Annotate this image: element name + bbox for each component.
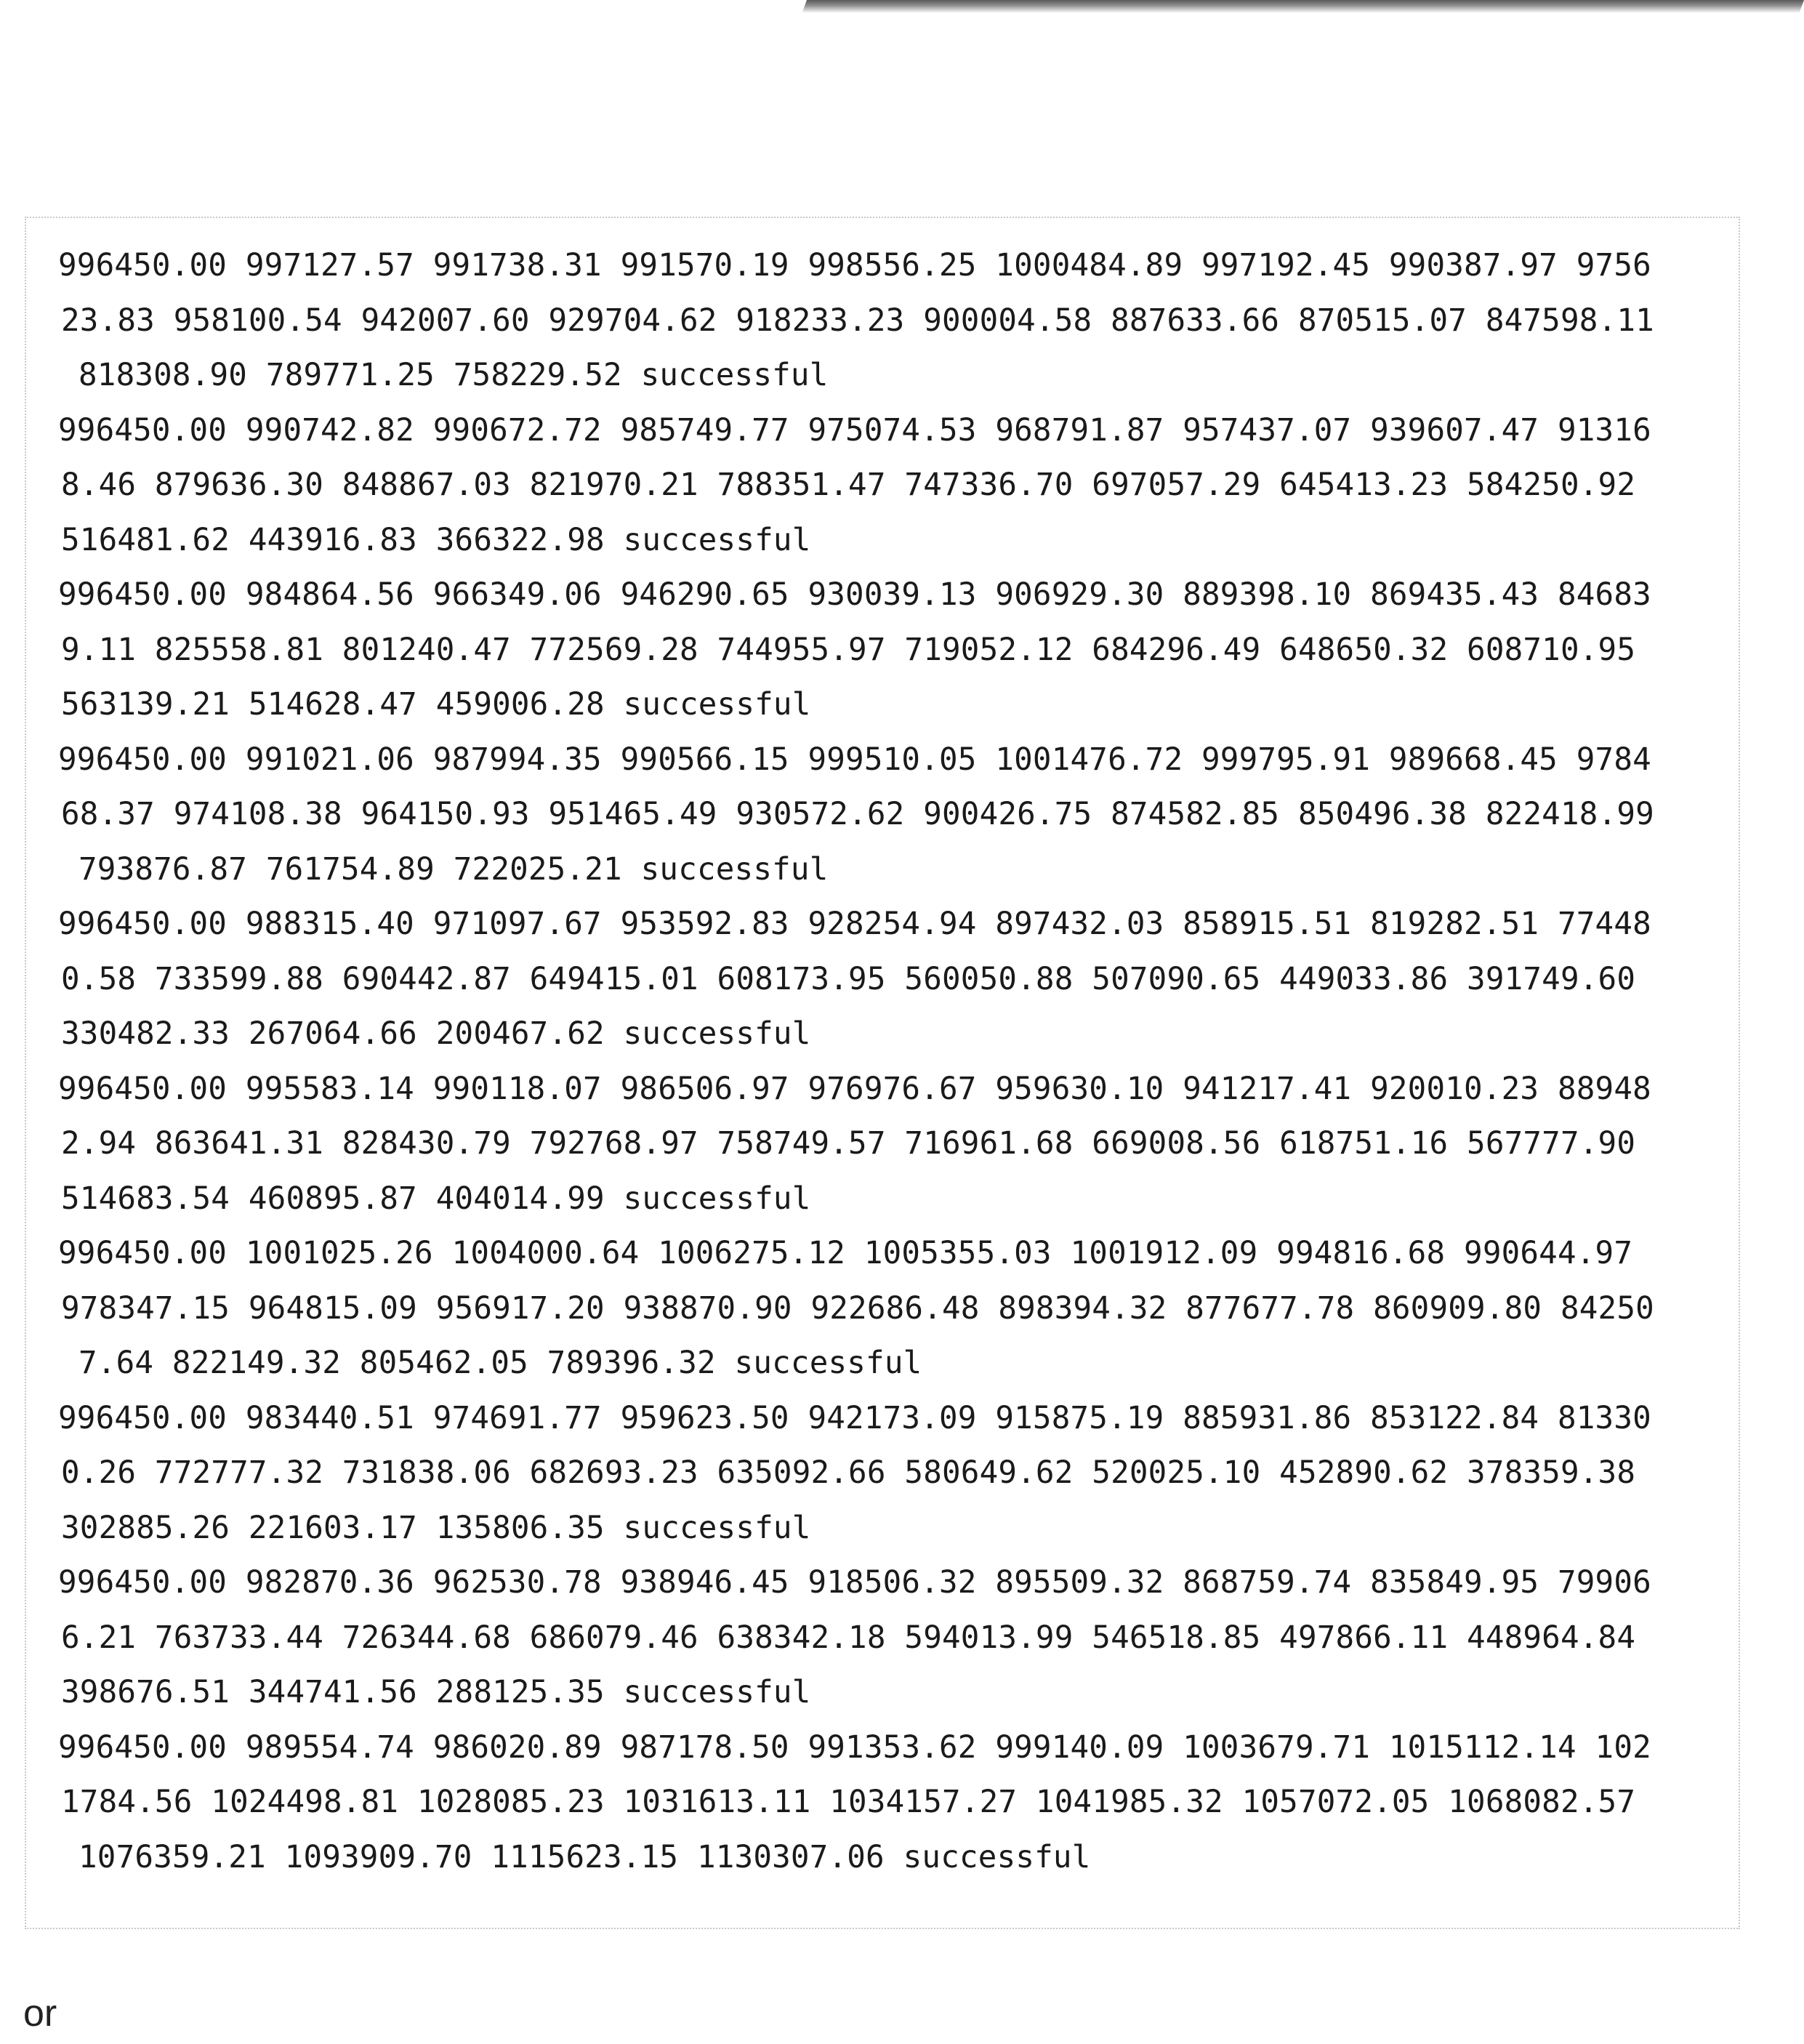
record-line: 996450.00 983440.51 974691.77 959623.50 942173.09 915875.19 885931.86 853122.84 81330	[58, 1400, 1651, 1436]
record-line: 818308.90 789771.25 758229.52 successful	[78, 358, 829, 393]
record-line: 0.58 733599.88 690442.87 649415.01 608173.95 560050.88 507090.65 449033.86 391749.60	[61, 961, 1636, 997]
record-line: 996450.00 997127.57 991738.31 991570.19 998556.25 1000484.89 997192.45 990387.97 9756	[58, 248, 1651, 283]
record-line: 6.21 763733.44 726344.68 686079.46 638342.18 594013.99 546518.85 497866.11 448964.84	[61, 1619, 1636, 1656]
record-1	[58, 238, 1730, 403]
record-4	[58, 733, 1730, 898]
record-6	[58, 1062, 1730, 1227]
record-10	[58, 1721, 1730, 1886]
record-line: 9.11 825558.81 801240.47 772569.28 744955.97 719052.12 684296.49 648650.32 608710.95	[61, 632, 1636, 668]
record-line: 1076359.21 1093909.70 1115623.15 1130307.06 successful	[78, 1839, 1091, 1875]
record-line: 330482.33 267064.66 200467.62 successful	[61, 1016, 811, 1052]
output-lines	[58, 238, 1730, 1885]
record-line: 68.37 974108.38 964150.93 951465.49 930572.62 900426.75 874582.85 850496.38 822418.99	[61, 797, 1654, 832]
record-line: 978347.15 964815.09 956917.20 938870.90 922686.48 898394.32 877677.78 860909.80 84250	[61, 1290, 1654, 1327]
record-line: 23.83 958100.54 942007.60 929704.62 918233.23 900004.58 887633.66 870515.07 847598.11	[61, 302, 1654, 339]
page-edge-shadow	[802, 0, 1804, 13]
record-9	[58, 1556, 1730, 1721]
record-line: 0.26 772777.32 731838.06 682693.23 635092.66 580649.62 520025.10 452890.62 378359.38	[61, 1455, 1636, 1491]
record-line: 302885.26 221603.17 135806.35 successful	[61, 1510, 811, 1546]
record-2	[58, 403, 1730, 568]
record-line: 996450.00 984864.56 966349.06 946290.65 930039.13 906929.30 889398.10 869435.43 84683	[58, 577, 1651, 613]
record-line: 1784.56 1024498.81 1028085.23 1031613.11 1034157.27 1041985.32 1057072.05 1068082.57	[61, 1785, 1636, 1820]
record-line: 398676.51 344741.56 288125.35 successful	[61, 1675, 811, 1710]
record-line: 7.64 822149.32 805462.05 789396.32 successful	[78, 1345, 922, 1381]
record-8	[58, 1391, 1730, 1556]
record-line: 2.94 863641.31 828430.79 792768.97 758749.57 716961.68 669008.56 618751.16 567777.90	[61, 1126, 1636, 1162]
record-line: 996450.00 990742.82 990672.72 985749.77 975074.53 968791.87 957437.07 939607.47 91316	[58, 412, 1651, 448]
record-line: 996450.00 991021.06 987994.35 990566.15 999510.05 1001476.72 999795.91 989668.45 9784	[58, 741, 1651, 778]
record-line: 516481.62 443916.83 366322.98 successful	[61, 522, 811, 558]
trailing-text: or	[23, 1992, 57, 2035]
record-line: 793876.87 761754.89 722025.21 successful	[78, 851, 829, 888]
record-line: 514683.54 460895.87 404014.99 successful	[61, 1180, 811, 1217]
record-line: 996450.00 1001025.26 1004000.64 1006275.12 1005355.03 1001912.09 994816.68 990644.97	[58, 1236, 1633, 1271]
record-line: 996450.00 989554.74 986020.89 987178.50 991353.62 999140.09 1003679.71 1015112.14 102	[58, 1729, 1651, 1766]
record-5	[58, 897, 1730, 1062]
record-3	[58, 568, 1730, 733]
record-line: 563139.21 514628.47 459006.28 successful	[61, 687, 811, 723]
record-line: 996450.00 988315.40 971097.67 953592.83 928254.94 897432.03 858915.51 819282.51 77448	[58, 906, 1651, 942]
record-line: 996450.00 995583.14 990118.07 986506.97 976976.67 959630.10 941217.41 920010.23 88948	[58, 1071, 1651, 1107]
record-line: 996450.00 982870.36 962530.78 938946.45 918506.32 895509.32 868759.74 835849.95 79906	[58, 1565, 1651, 1601]
record-line: 8.46 879636.30 848867.03 821970.21 788351.47 747336.70 697057.29 645413.23 584250.92	[61, 467, 1636, 503]
record-7	[58, 1226, 1730, 1391]
